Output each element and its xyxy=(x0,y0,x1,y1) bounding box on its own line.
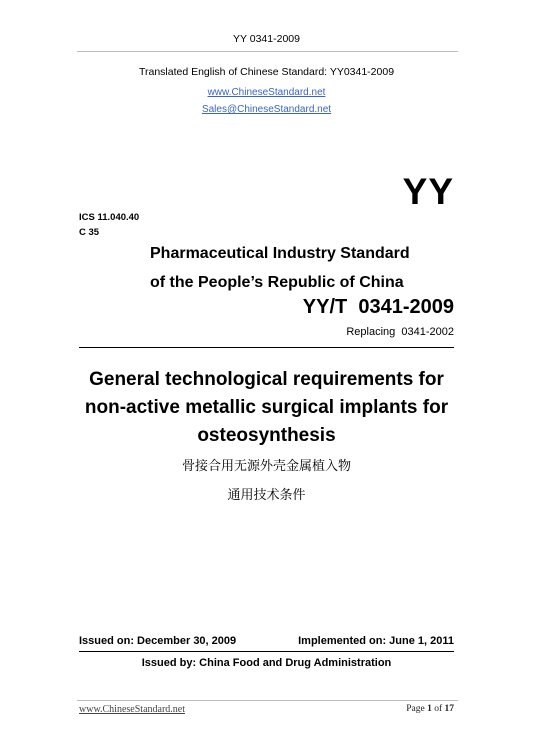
standard-logo-code: YY xyxy=(402,171,454,212)
ics-code: ICS 11.040.40 xyxy=(79,212,140,223)
ccs-code: C 35 xyxy=(79,227,100,238)
document-title-line3: osteosynthesis xyxy=(197,425,336,446)
document-title-line2: non-active metallic surgical implants for xyxy=(84,397,449,418)
chinese-title-line1: 骨接合用无源外壳金属植入物 xyxy=(181,458,351,473)
page-current: 1 xyxy=(427,704,432,714)
footer-divider xyxy=(77,700,458,701)
email-link[interactable]: Sales@ChineseStandard.net xyxy=(201,104,332,115)
website-link-row xyxy=(0,82,533,100)
page-total: 17 xyxy=(444,704,454,714)
website-link[interactable]: www.ChineseStandard.net xyxy=(207,87,326,98)
document-title-line1: General technological requirements for xyxy=(89,369,444,390)
page-number xyxy=(406,704,454,714)
header-divider xyxy=(77,51,458,52)
standard-number: YY/T 0341-2009 xyxy=(302,296,454,318)
translation-note: Translated English of Chinese Standard: YY0341-2009 xyxy=(138,66,395,78)
footer-website-link[interactable]: www.ChineseStandard.net xyxy=(79,704,185,715)
email-link-row xyxy=(0,99,533,117)
issuer-divider xyxy=(79,651,454,652)
issuing-authority: Issued by: China Food and Drug Administration xyxy=(141,657,392,669)
title-divider xyxy=(79,347,454,348)
page-label: Page xyxy=(406,704,425,714)
standard-type-line1: Pharmaceutical Industry Standard xyxy=(150,245,410,262)
issued-date: Issued on: December 30, 2009 xyxy=(79,635,237,647)
chinese-title-line2: 通用技术条件 xyxy=(227,487,306,502)
running-header-title: YY 0341-2009 xyxy=(233,33,300,45)
implemented-date: Implemented on: June 1, 2011 xyxy=(298,635,454,647)
page-of: of xyxy=(434,704,443,714)
replacing-note: Replacing 0341-2002 xyxy=(346,326,454,338)
standard-type-line2: of the People’s Republic of China xyxy=(150,274,404,291)
